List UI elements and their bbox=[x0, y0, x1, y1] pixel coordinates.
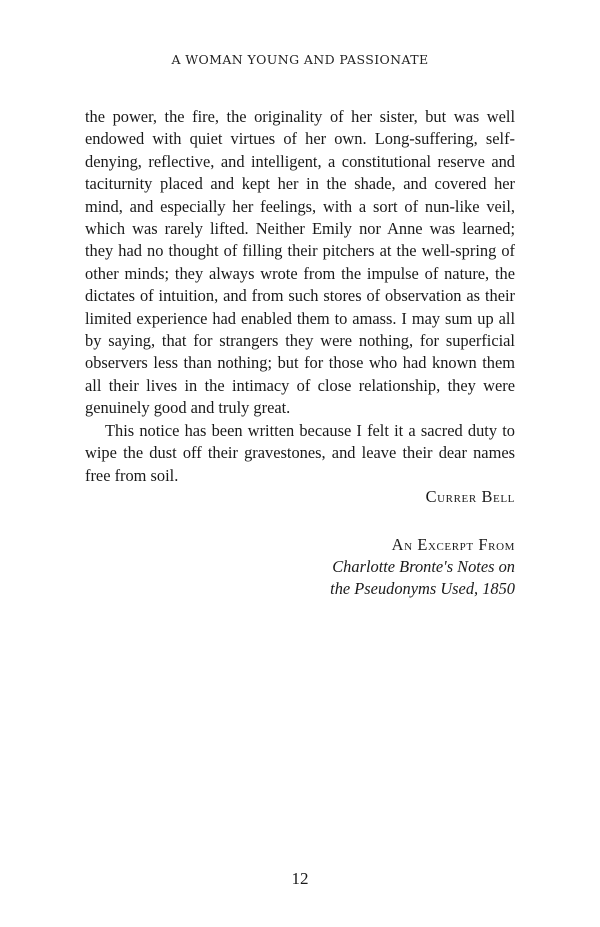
source-attribution bbox=[330, 534, 515, 600]
body-text bbox=[85, 106, 515, 487]
source-title-line: the Pseudonyms Used, 1850 bbox=[330, 579, 515, 598]
source-lead: An Excerpt From bbox=[391, 535, 515, 554]
source-title-line: Charlotte Bronte's Notes on bbox=[332, 557, 515, 576]
paragraph: the power, the fire, the originality of her sister, but was well endowed with quiet virtues of her own. Long-suffering, self-denying, reflective, and intelligent, a constitutional reserve and taciturnity placed and kept her in the shade, and covered her mind, and especially her feelings, with a sort of nun-like veil, which was rarely lifted. Neither Emily nor Anne was learned; they had no thought of filling their pitchers at the well-spring of other minds; they always wrote from the impulse of nature, the dictates of intuition, and from such stores of observation as their limited experience had enabled them to amass. I may sum up all by saying, that for strangers they were nothing, for superficial observers less than nothing; but for those who had known them all their lives in the intimacy of close relationship, they were genuinely good and truly great. bbox=[85, 107, 515, 418]
author-signature: Currer Bell bbox=[425, 487, 515, 506]
page-number: 12 bbox=[291, 869, 309, 888]
paragraph: This notice has been written because I felt it a sacred duty to wipe the dust off their gravestones, and leave their dear names free from soil. bbox=[85, 420, 515, 485]
running-head: A WOMAN YOUNG AND PASSIONATE bbox=[171, 52, 429, 67]
